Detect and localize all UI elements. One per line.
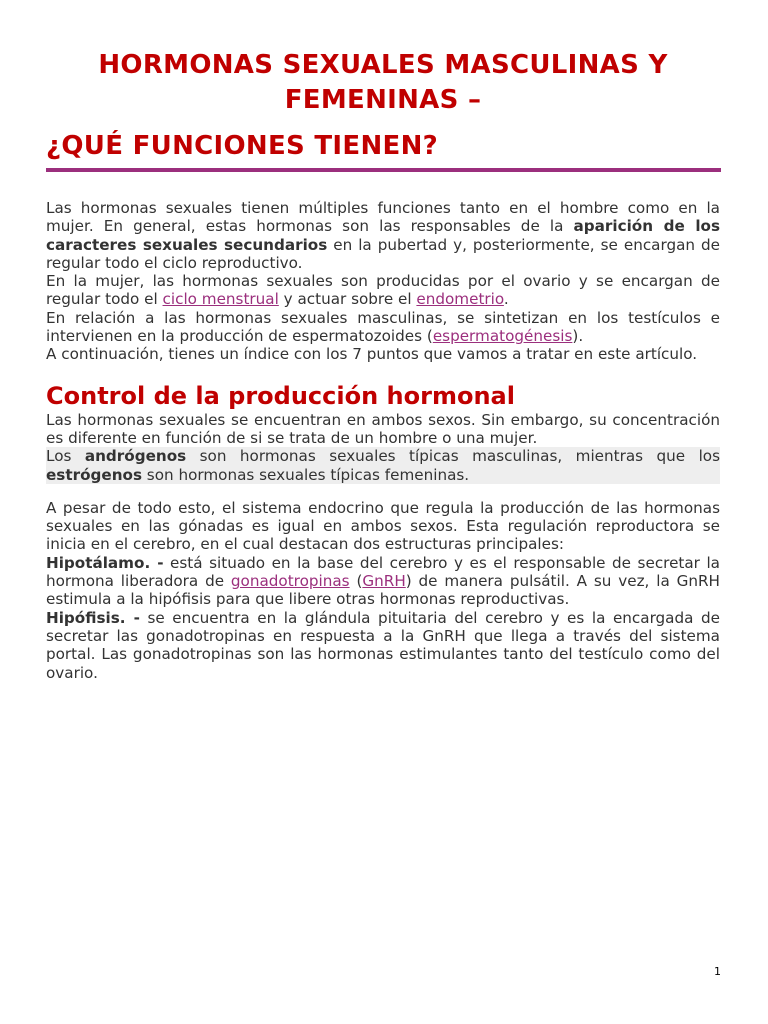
section-body xyxy=(46,499,720,682)
text-run: ( xyxy=(349,572,363,591)
bold-term-androgenos: andrógenos xyxy=(84,447,187,466)
text-run: son hormonas sexuales típicas masculinas, mientras que los xyxy=(186,447,720,466)
section-paragraph-2 xyxy=(46,447,720,484)
text-run: ). xyxy=(572,327,584,346)
text-run: en la pubertad y, posteriormente, se encargan de regular todo el ciclo reproductivo. xyxy=(46,235,720,272)
text-run: En relación a las hormonas sexuales masculinas, se sintetizan en los testículos e intervienen en la producción de espermatozoides ( xyxy=(46,308,720,346)
bold-term-hipofisis: Hipófisis. - xyxy=(46,608,140,627)
document-subtitle: ¿QUÉ FUNCIONES TIENEN? xyxy=(46,131,439,161)
intro-paragraph-2 xyxy=(46,272,720,309)
link-ciclo-menstrual[interactable]: ciclo menstrual xyxy=(162,290,279,309)
intro-section xyxy=(46,199,720,364)
link-gnrh[interactable]: GnRH xyxy=(362,572,406,591)
intro-paragraph-4: A continuación, tienes un índice con los 7 puntos que vamos a tratar en este artículo. xyxy=(46,345,698,364)
document-page xyxy=(46,0,720,682)
bold-phrase: aparición de los caracteres sexuales secundarios xyxy=(46,217,721,254)
link-espermatogenesis[interactable]: espermatogénesis xyxy=(432,327,573,346)
text-run: y actuar sobre el xyxy=(278,290,417,309)
text-run: son hormonas sexuales típicas femeninas. xyxy=(141,465,470,484)
document-title: HORMONAS SEXUALES MASCULINAS Y FEMENINAS – xyxy=(98,50,668,115)
intro-paragraph-1 xyxy=(46,199,720,272)
section-paragraph-3: A pesar de todo esto, el sistema endocrino que regula la producción de las hormonas sexuales en las gónadas es igual en ambos sexos. Esta regulación reproductora se inicia en el cerebro, en el cual destacan dos estructuras principales: xyxy=(46,498,720,554)
bold-term-estrogenos: estrógenos xyxy=(46,465,142,484)
intro-paragraph-3 xyxy=(46,309,720,346)
section-heading: Control de la producción hormonal xyxy=(46,381,515,410)
link-endometrio[interactable]: endometrio xyxy=(416,290,504,309)
text-run: Las hormonas sexuales tienen múltiples funciones tanto en el hombre como en la mujer. En general, estas hormonas son las responsables de la xyxy=(46,199,720,236)
bold-term-hipotalamo: Hipotálamo. - xyxy=(46,553,164,572)
section-paragraph-1: Las hormonas sexuales se encuentran en ambos sexos. Sin embargo, su concentración es diferente en función de si se trata de un hombre o una mujer. xyxy=(46,410,720,447)
text-run: se encuentra en la glándula pituitaria del cerebro y es la encargada de secretar las gonadotropinas en respuesta a la GnRH que llega a través del sistema portal. Las gonadotropinas son las hormonas estimulantes tanto del testículo como del ovario. xyxy=(46,608,720,682)
section-paragraph-hipotalamo xyxy=(46,554,720,609)
page-number: 1 xyxy=(714,965,721,978)
text-run: . xyxy=(503,290,509,309)
text-run: está situado en la base del cerebro y es el responsable de secretar la hormona liberadora de xyxy=(46,553,720,591)
section-paragraph-hipofisis xyxy=(46,609,720,682)
title-divider xyxy=(46,168,721,172)
text-run: Los xyxy=(46,447,85,466)
text-run: En la mujer, las hormonas sexuales son producidas por el ovario y se encargan de regular todo el xyxy=(46,272,720,309)
link-gonadotropinas[interactable]: gonadotropinas xyxy=(230,572,350,591)
text-run: ) de manera pulsátil. A su vez, la GnRH estimula a la hipófisis para que libere otras hormonas reproductivas. xyxy=(46,572,720,609)
